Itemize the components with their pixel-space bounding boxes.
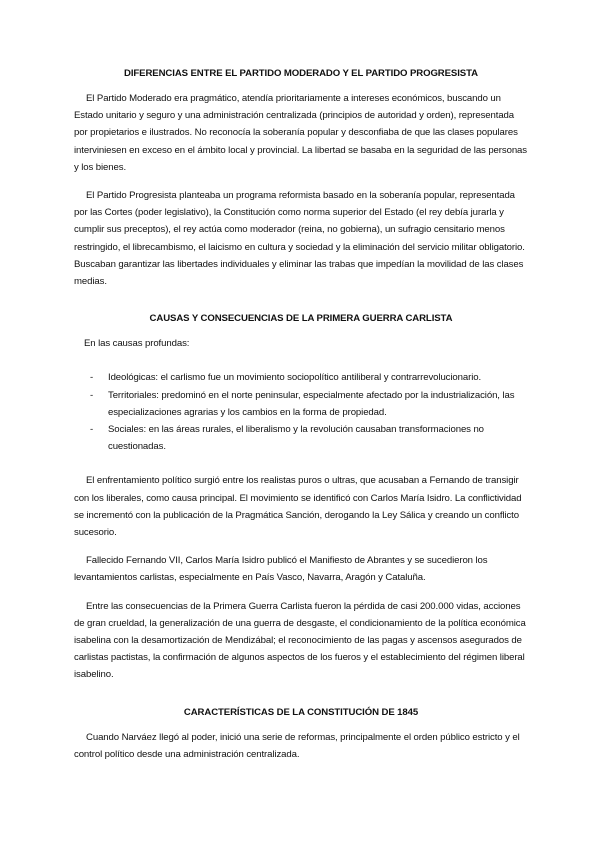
paragraph-consecuencias: Entre las consecuencias de la Primera Guerra Carlista fueron la pérdida de casi 200.000 vidas, acciones de gran crueldad, la generalización de una guerra de desgaste, el condicionamiento de la política económica isabelina con la desamortización de Mendizábal; el reconocimiento de las pagas y ascensos asegurados de carlistas pactistas, la confirmación de algunos aspectos de los fueros y el establecimiento del régimen liberal isabelino.	[74, 600, 526, 681]
causes-list	[74, 369, 528, 455]
section-title-constitucion-1845: CARACTERÍSTICAS DE LA CONSTITUCIÓN DE 1845	[183, 706, 419, 718]
paragraph-progresista: El Partido Progresista planteaba un programa reformista basado en la soberanía popular, representada por las Cortes (poder legislativo), la Constitución como norma superior del Estado (el rey debía jurarla y cumplir sus preceptos), el rey actúa como moderador (reina, no gobierna), un sufragio censitario menos restringido, el librecambismo, el laicismo en cultura y sociedad y la eliminación del servicio militar obligatorio. Buscaban garantizar las libertades individuales y eliminar las trabas que impedían la movilidad de las clases medias.	[74, 190, 525, 288]
paragraph-causas-intro: En las causas profundas:	[84, 338, 190, 350]
paragraph-moderado: El Partido Moderado era pragmático, atendía prioritariamente a intereses económicos, buscando un Estado unitario y seguro y una administración centralizada (principios de autoridad y orden), representada por propietarios e ilustrados. No reconocía la soberanía popular y desconfiaba de que las clases populares interviniesen en exceso en el ámbito local y provincial. La libertad se basaba en la seguridad de las personas y los bienes.	[74, 93, 527, 173]
list-item: - Ideológicas: el carlismo fue un movimiento sociopolítico antiliberal y contrarrevolucionario.	[90, 369, 528, 386]
paragraph-fallecido: Fallecido Fernando VII, Carlos María Isidro publicó el Manifiesto de Abrantes y se sucedieron los levantamientos carlistas, especialmente en País Vasco, Navarra, Aragón y Cataluña.	[74, 555, 488, 584]
list-item: - Territoriales: predominó en el norte peninsular, especialmente afectado por la industrialización, las especializaciones agrarias y los cambios en la forma de propiedad.	[90, 387, 528, 421]
section-title-partidos: DIFERENCIAS ENTRE EL PARTIDO MODERADO Y EL PARTIDO PROGRESISTA	[124, 68, 478, 79]
section-title-guerra-carlista: CAUSAS Y CONSECUENCIAS DE LA PRIMERA GUERRA CARLISTA	[149, 313, 453, 325]
paragraph-narvaez: Cuando Narváez llegó al poder, inició una serie de reformas, principalmente el orden público estricto y el control político desde una administración centralizada.	[74, 731, 520, 760]
paragraph-enfrentamiento: El enfrentamiento político surgió entre los realistas puros o ultras, que acusaban a Fernando de transigir con los liberales, como causa principal. El movimiento se identificó con Carlos María Isidro. La conflictividad se incrementó con la publicación de la Pragmática Sanción, derogando la Ley Sálica y creando un conflicto sucesorio.	[74, 475, 522, 539]
list-item: - Sociales: en las áreas rurales, el liberalismo y la revolución causaban transformaciones no cuestionadas.	[90, 421, 528, 455]
